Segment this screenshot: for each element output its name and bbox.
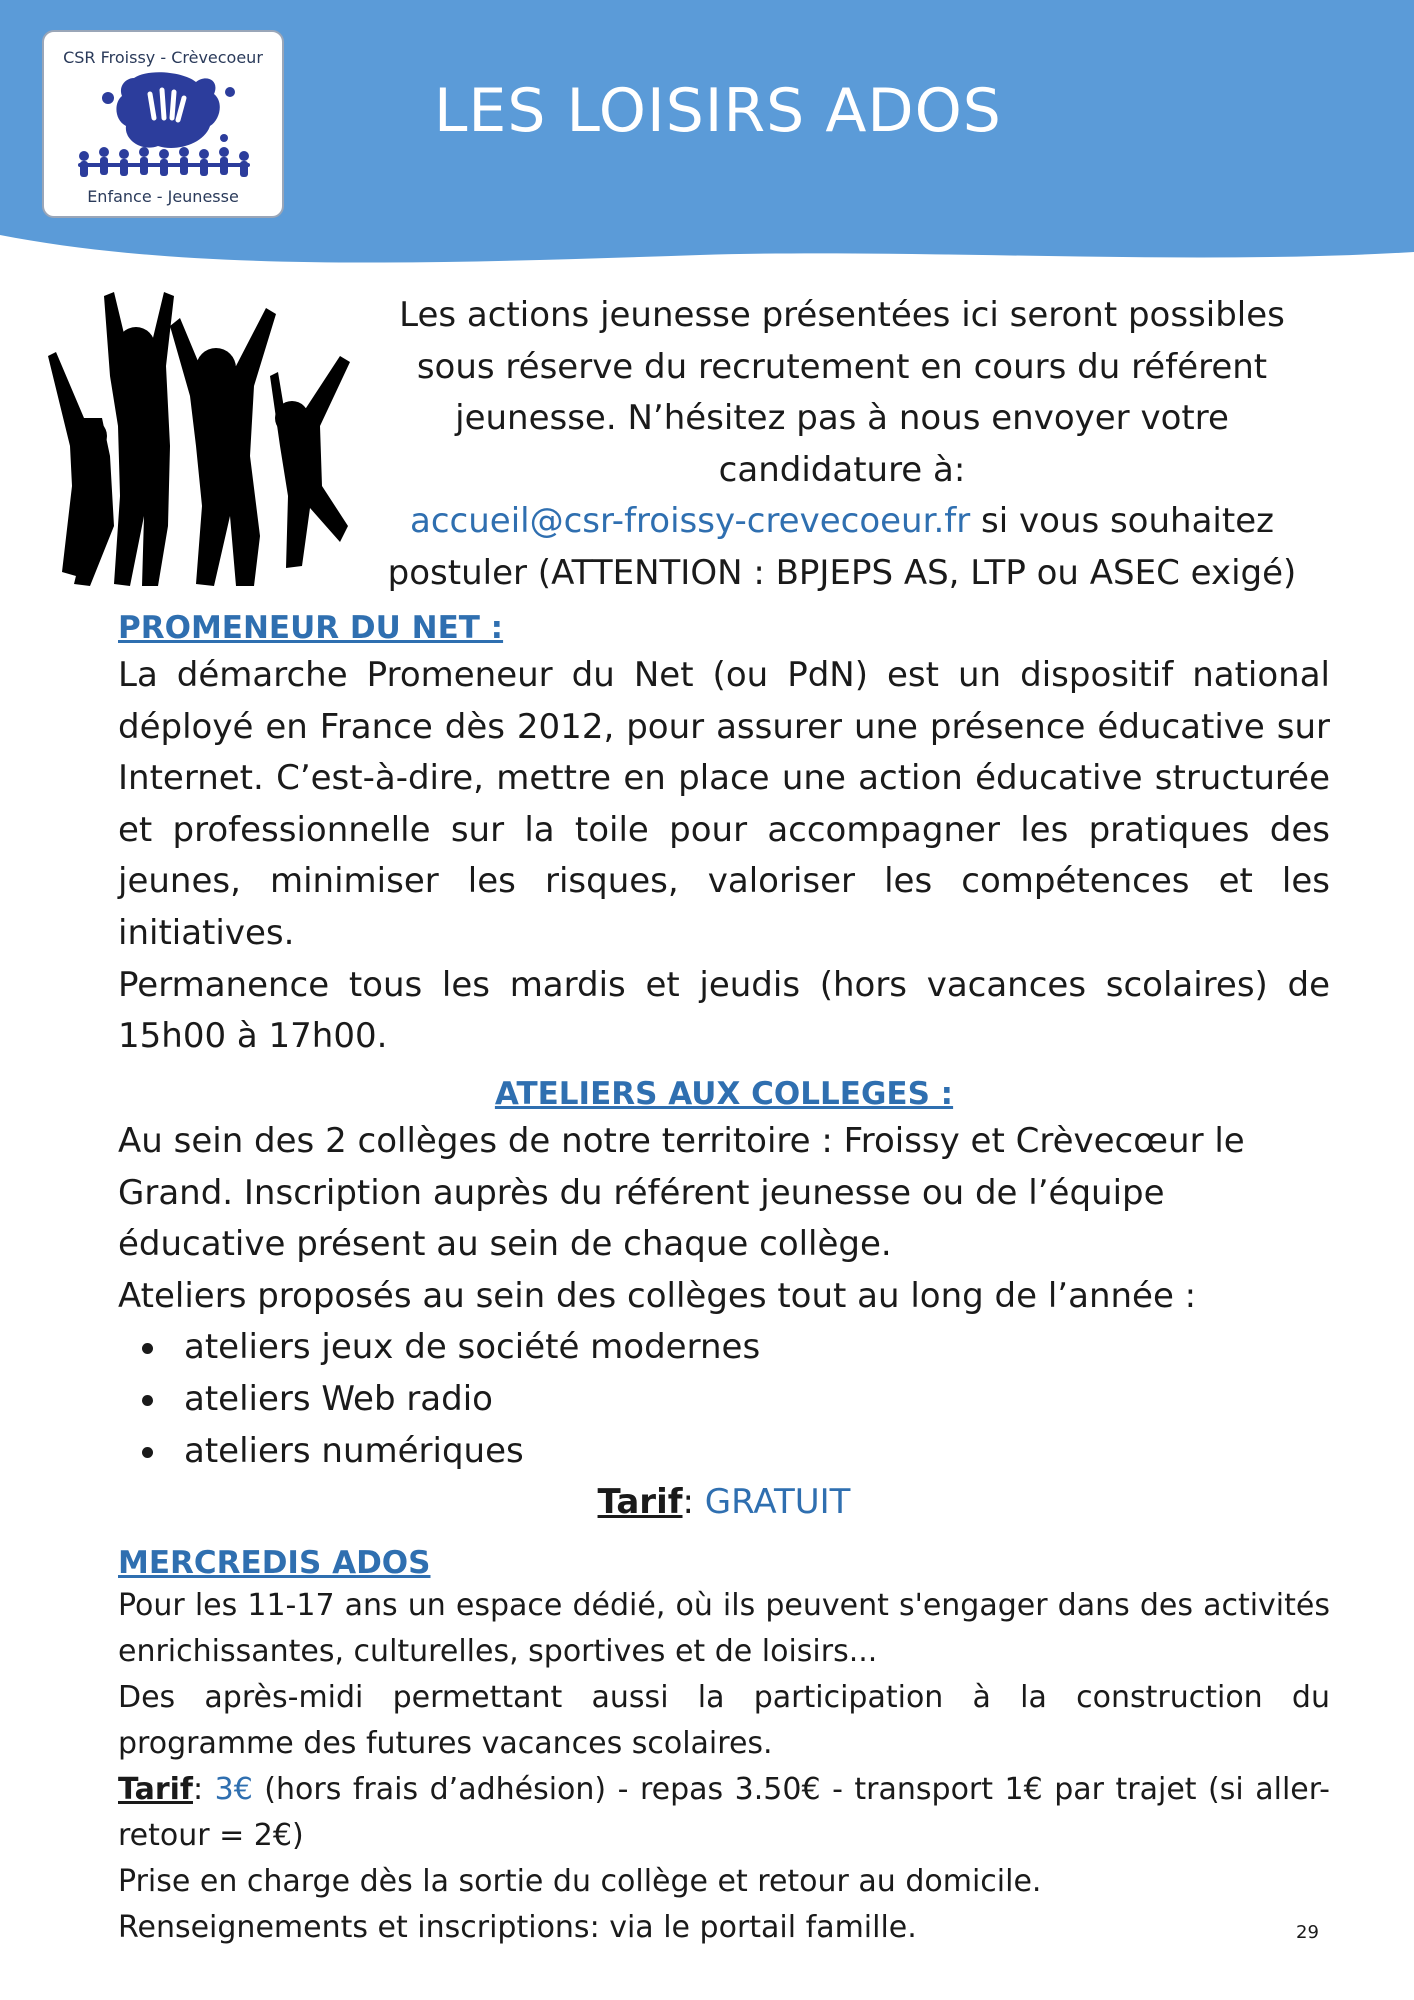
- list-item: ateliers jeux de société modernes: [118, 1322, 1330, 1374]
- hands-children-logo-icon: [64, 68, 264, 186]
- csr-logo: [42, 30, 284, 218]
- promeneur-heading: PROMENEUR DU NET :: [118, 610, 504, 646]
- promeneur-permanence: Permanence tous les mardis et jeudis (hors vacances scolaires) de 15h00 à 17h00.: [118, 964, 1330, 1057]
- ateliers-list-intro: Ateliers proposés au sein des collèges tout au long de l’année :: [118, 1275, 1197, 1316]
- intro-email-line: [372, 496, 1312, 548]
- tarif-value: GRATUIT: [704, 1482, 851, 1523]
- tarif-label: Tarif: [597, 1482, 683, 1523]
- page-number: 29: [1296, 1922, 1319, 1943]
- intro-line: jeunesse. N’hésitez pas à nous envoyer votre: [455, 398, 1229, 438]
- header-banner: [0, 0, 1414, 270]
- mercredis-p3: Prise en charge dès la sortie du collège et retour au domicile.: [118, 1864, 1042, 1899]
- ateliers-section: [118, 1076, 1330, 1529]
- promeneur-section: [118, 610, 1330, 1063]
- intro-line: Les actions jeunesse présentées ici seront possibles: [399, 295, 1285, 335]
- tarif-label: Tarif: [118, 1772, 193, 1807]
- intro-paragraph: [372, 290, 1312, 599]
- mercredis-p1: Pour les 11-17 ans un espace dédié, où ils peuvent s'engager dans des activités enrichissantes, culturelles, sportives et de loisirs...: [118, 1588, 1330, 1669]
- page-title: LES LOISIRS ADOS: [434, 76, 1002, 146]
- list-item: ateliers numériques: [118, 1426, 1330, 1478]
- ateliers-tarif: Tarif: GRATUIT: [597, 1482, 851, 1523]
- ateliers-text: Au sein des 2 collèges de notre territoire : Froissy et Crèvecœur le Grand. Inscription auprès du référent jeunesse ou de l’équipe éducative présent au sein de chaque collège.: [118, 1121, 1245, 1265]
- contact-email-link[interactable]: accueil@csr-froissy-crevecoeur.fr: [410, 501, 971, 541]
- ateliers-list: [118, 1322, 1330, 1477]
- jumping-teens-silhouette-icon: [40, 286, 360, 596]
- intro-email-suffix: si vous souhaitez: [970, 501, 1274, 541]
- mercredis-p2: Des après-midi permettant aussi la participation à la construction du programme des futures vacances scolaires.: [118, 1680, 1330, 1761]
- mercredis-heading: MERCREDIS ADOS: [118, 1545, 431, 1581]
- intro-line: postuler (ATTENTION : BPJEPS AS, LTP ou ASEC exigé): [387, 552, 1297, 593]
- logo-top-text: CSR Froissy - Crèvecoeur: [63, 48, 263, 67]
- promeneur-text: La démarche Promeneur du Net (ou PdN) est un dispositif national déployé en France dès 2012, pour assurer une présence éducative sur Internet. C’est-à-dire, mettre en place une action éducative structurée et professionnelle sur la toile pour accompagner les pratiques des jeunes, minimiser les risques, valoriser les compétences et les initiatives.: [118, 655, 1330, 953]
- bullet-icon: [142, 1447, 153, 1458]
- bullet-icon: [142, 1395, 153, 1406]
- bullet-icon: [142, 1343, 153, 1354]
- intro-line: sous réserve du recrutement en cours du référent: [416, 346, 1268, 387]
- mercredis-tarif: Tarif: 3€ (hors frais d’adhésion) - repas 3.50€ - transport 1€ par trajet (si aller-retour = 2€): [118, 1772, 1330, 1853]
- logo-bottom-text: Enfance - Jeunesse: [87, 187, 239, 206]
- intro-line: candidature à:: [718, 449, 966, 490]
- list-item: ateliers Web radio: [118, 1374, 1330, 1426]
- tarif-price: 3€: [214, 1772, 253, 1807]
- mercredis-p4: Renseignements et inscriptions: via le portail famille.: [118, 1910, 917, 1945]
- mercredis-section: [118, 1545, 1330, 1951]
- ateliers-heading: ATELIERS AUX COLLEGES :: [494, 1076, 954, 1112]
